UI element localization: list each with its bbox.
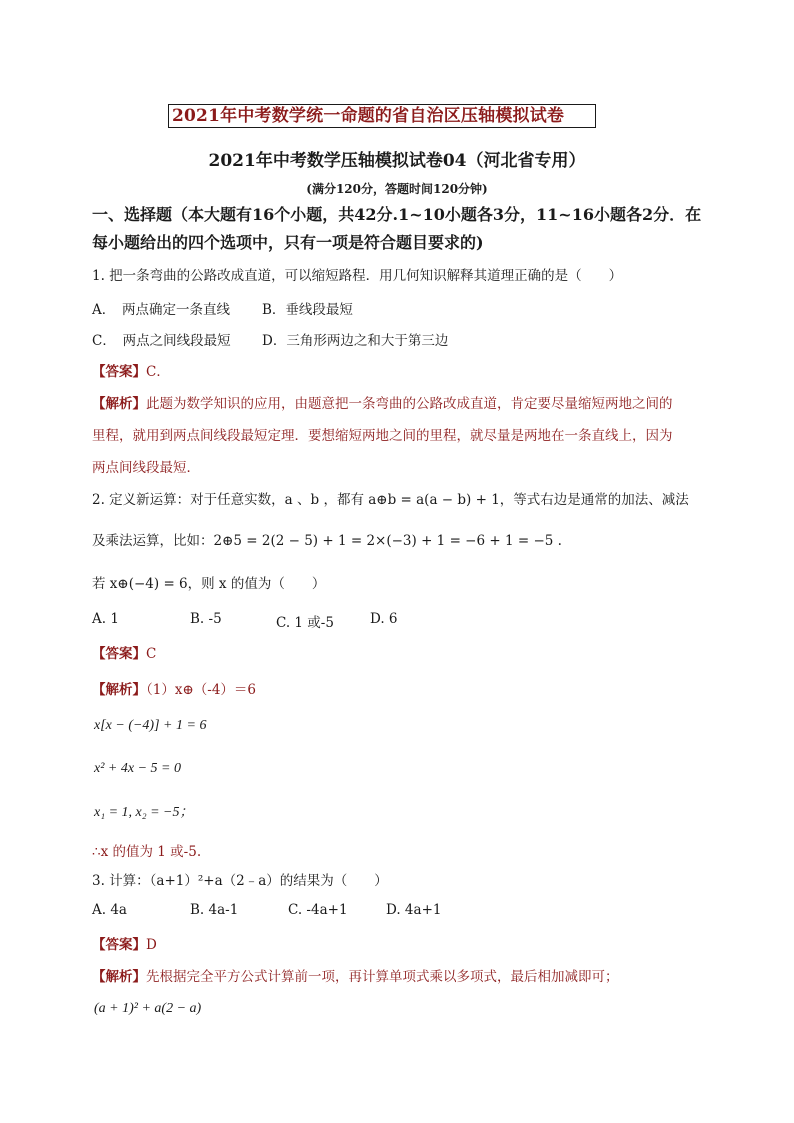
q1-analysis-text1: 此题为数学知识的应用，由题意把一条弯曲的公路改成直道，肯定要尽量缩短两地之间的 xyxy=(146,396,673,412)
q2-analysis-text1: （1）x⊕（-4）＝6 xyxy=(146,682,257,698)
q1-analysis-label: 【解析】 xyxy=(92,396,146,412)
page-subtitle: (满分120分，答题时间120分钟) xyxy=(306,182,488,196)
q3-analysis-text1: 先根据完全平方公式计算前一项，再计算单项式乘以多项式，最后相加减即可； xyxy=(146,969,619,985)
q3-option-b: B. 4a-1 xyxy=(190,902,239,918)
q3-expression: (a + 1)² + a(2 − a) xyxy=(94,1001,202,1016)
q1-answer xyxy=(92,360,170,380)
q2-conclusion: ∴x 的值为 1 或-5. xyxy=(92,844,202,860)
q3-analysis-line1 xyxy=(92,965,619,985)
q2-step1: x[x − (−4)] + 1 = 6 xyxy=(94,718,207,733)
series-title: 2021年中考数学统一命题的省自治区压轴模拟试卷 xyxy=(172,106,565,126)
q2-analysis-line1 xyxy=(92,678,256,698)
section-heading-line2: 每小题给出的四个选项中，只有一项是符合题目要求的) xyxy=(92,233,484,252)
q3-option-c: C. -4a+1 xyxy=(288,902,348,918)
q2-option-d: D. 6 xyxy=(370,611,398,627)
q3-stem: 3. 计算：（a+1）²+a（2﹣a）的结果为（ ） xyxy=(92,873,388,889)
q2-answer xyxy=(92,642,156,662)
q2-answer-label: 【答案】 xyxy=(92,646,146,662)
q3-option-d: D. 4a+1 xyxy=(386,902,442,918)
q1-option-b: B．垂线段最短 xyxy=(262,302,353,318)
q2-step2: x² + 4x − 5 = 0 xyxy=(94,761,181,776)
q1-analysis-line1 xyxy=(92,392,673,412)
q3-answer-label: 【答案】 xyxy=(92,937,146,953)
q2-answer-value: C xyxy=(146,646,157,662)
q1-analysis-line2: 里程，就用到两点间线段最短定理．要想缩短两地之间的里程，就尽量是两地在一条直线上，因为 xyxy=(92,428,673,444)
section-heading-line1: 一、选择题（本大题有16个小题，共42分.1~10小题各3分，11~16小题各2分．在 xyxy=(92,205,702,224)
q2-step3: x₁ = 1, x₂ = −5； xyxy=(94,805,194,820)
q2-stem-line2: 及乘法运算，比如：2⊕5 = 2(2 − 5) + 1 = 2×(−3) + 1 = −6 + 1 = −5 . xyxy=(92,533,562,549)
q1-option-a: A． 两点确定一条直线 xyxy=(92,302,230,318)
q1-answer-value: C． xyxy=(146,364,170,380)
q1-option-c: C． 两点之间线段最短 xyxy=(92,333,231,349)
q1-analysis-line3: 两点间线段最短． xyxy=(92,460,200,476)
q3-analysis-label: 【解析】 xyxy=(92,969,146,985)
q2-stem-line1: 2. 定义新运算：对于任意实数，a 、b ，都有 a⊕b = a(a − b) + 1，等式右边是通常的加法、减法 xyxy=(92,492,689,508)
q3-option-a: A. 4a xyxy=(92,902,127,918)
q1-option-d: D．三角形两边之和大于第三边 xyxy=(262,333,449,349)
q1-answer-label: 【答案】 xyxy=(92,364,146,380)
q2-option-c: C. 1 或-5 xyxy=(276,615,334,631)
page-title: 2021年中考数学压轴模拟试卷04（河北省专用） xyxy=(208,151,586,171)
q3-answer xyxy=(92,933,157,953)
q2-stem-line3: 若 x⊕(−4) = 6，则 x 的值为（ ） xyxy=(92,576,326,592)
q3-answer-value: D xyxy=(146,937,157,953)
q2-option-b: B. -5 xyxy=(190,611,222,627)
q2-analysis-label: 【解析】 xyxy=(92,682,146,698)
q2-option-a: A. 1 xyxy=(92,611,119,627)
q1-stem: 1. 把一条弯曲的公路改成直道，可以缩短路程．用几何知识解释其道理正确的是（ ） xyxy=(92,268,623,284)
